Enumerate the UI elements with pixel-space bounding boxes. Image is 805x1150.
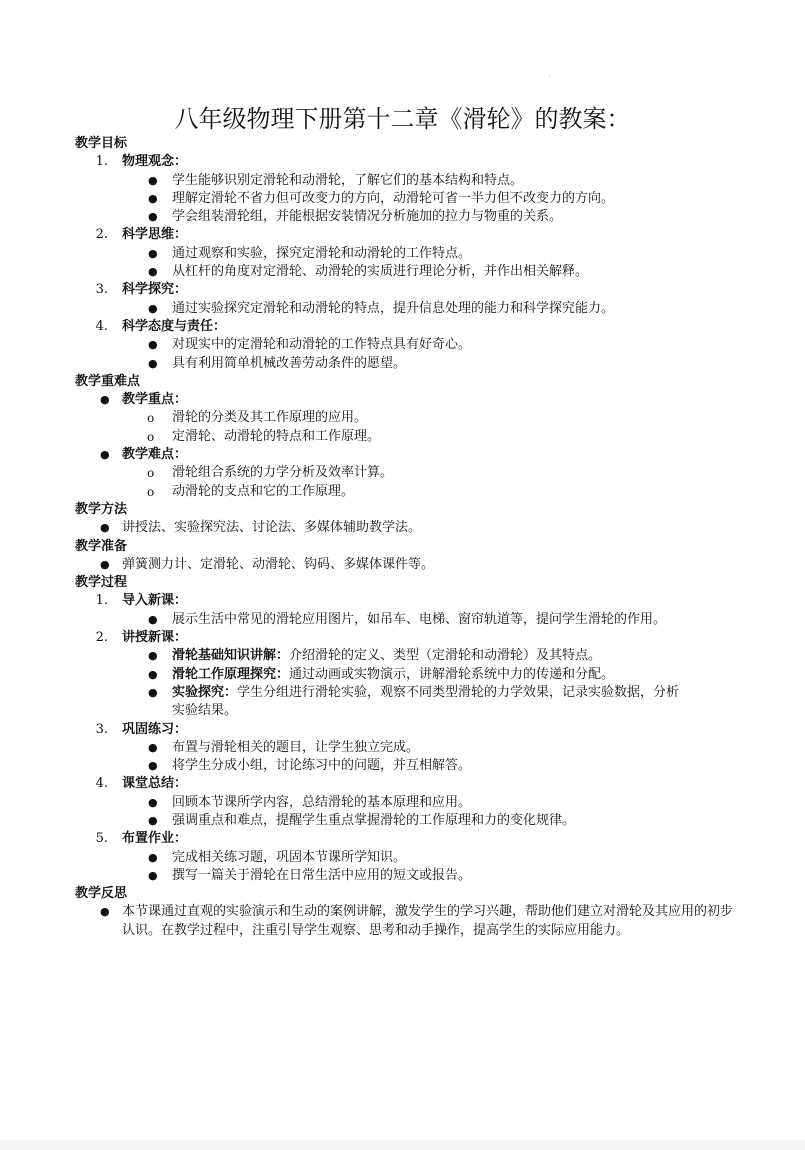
list-item: 布置与滑轮相关的题目，让学生独立完成。 [172,739,420,755]
list-item: 学会组装滑轮组，并能根据安装情况分析施加的拉力与物重的关系。 [172,209,563,225]
item-lead: 滑轮工作原理探究： [172,666,290,682]
bullet-icon: ● [148,191,158,205]
section-heading-goals: 教学目标 [75,136,128,151]
list-number: 1. [95,593,108,609]
list-item: 通过实验探究定滑轮和动滑轮的特点，提升信息处理的能力和科学探究能力。 [172,300,615,316]
goal-label: 科学思维： [122,227,188,243]
circle-bullet-icon: o [147,429,155,444]
bullet-icon: ● [148,356,158,370]
list-item: 学生分组进行滑轮实验，观察不同类型滑轮的力学效果，记录实验数据，分析 [237,684,680,700]
section-heading-key-points: 教学重难点 [75,373,141,389]
bullet-icon: ● [148,868,158,882]
goal-label: 科学探究： [122,282,188,298]
list-number: 3. [95,721,108,737]
list-number: 1. [95,154,108,170]
list-item: 介绍滑轮的定义、类型（定滑轮和动滑轮）及其特点。 [289,648,602,664]
list-item: 通过动画或实物演示，讲解滑轮系统中力的传递和分配。 [289,666,615,682]
step-label: 讲授新课： [122,630,188,646]
list-number: 2. [95,630,108,646]
list-item: 弹簧测力计、定滑轮、动滑轮、钩码、多媒体课件等。 [122,556,435,572]
key-point-label: 教学难点： [122,447,188,463]
speck-mark [549,76,550,77]
bullet-icon: ● [100,905,110,919]
bullet-icon: ● [148,667,158,681]
circle-bullet-icon: o [147,411,155,426]
step-label: 布置作业： [122,831,188,847]
list-item: 滑轮组合系统的力学分析及效率计算。 [172,465,394,481]
list-number: 4. [95,318,108,334]
bullet-icon: ● [100,521,110,535]
bullet-icon: ● [100,393,110,407]
list-number: 5. [95,831,108,847]
goal-label: 科学态度与责任： [122,318,227,334]
reflection-paragraph: 本节课通过直观的实验演示和生动的案例讲解，激发学生的学习兴趣，帮助他们建立对滑轮及其应用的初步认识。在教学过程中，注重引导学生观察、思考和动手操作，提高学生的实际应用能力。 [122,904,734,938]
list-number: 4. [95,776,108,792]
list-number: 3. [95,282,108,298]
section-heading-reflection: 教学反思 [75,886,128,902]
bullet-icon: ● [148,301,158,315]
list-item: 从杠杆的角度对定滑轮、动滑轮的实质进行理论分析，并作出相关解释。 [172,264,589,280]
bullet-icon: ● [148,246,158,260]
section-heading-prep: 教学准备 [75,538,128,554]
step-label: 导入新课： [122,593,188,609]
list-item: 展示生活中常见的滑轮应用图片，如吊车、电梯、窗帘轨道等，提问学生滑轮的作用。 [172,611,667,627]
list-item: 定滑轮、动滑轮的特点和工作原理。 [172,428,381,444]
list-item: 回顾本节课所学内容，总结滑轮的基本原理和应用。 [172,794,472,810]
list-item: 完成相关练习题，巩固本节课所学知识。 [172,849,407,865]
circle-bullet-icon: o [147,484,155,499]
bullet-icon: ● [148,612,158,626]
list-item: 将学生分成小组，讨论练习中的问题，并互相解答。 [172,758,472,774]
key-point-label: 教学重点： [122,392,188,408]
list-item: 强调重点和难点，提醒学生重点掌握滑轮的工作原理和力的变化规律。 [172,812,576,828]
bullet-icon: ● [100,557,110,571]
list-item: 动滑轮的支点和它的工作原理。 [172,483,355,499]
bullet-icon: ● [148,795,158,809]
bullet-icon: ● [148,338,158,352]
document-body [0,135,805,940]
document-title: 八年级物理下册第十二章《滑轮》的教案： [174,105,631,133]
bullet-icon: ● [148,740,158,754]
bullet-icon: ● [148,759,158,773]
list-item-continuation: 实验结果。 [172,703,238,719]
bullet-icon: ● [148,649,158,663]
section-heading-process: 教学过程 [75,575,128,591]
bullet-icon: ● [148,265,158,279]
list-item: 撰写一篇关于滑轮在日常生活中应用的短文或报告。 [172,867,472,883]
bullet-icon: ● [148,850,158,864]
list-item: 理解定滑轮不省力但可改变力的方向，动滑轮可省一半力但不改变力的方向。 [172,190,615,206]
list-item: 滑轮的分类及其工作原理的应用。 [172,410,368,426]
list-item: 具有利用简单机械改善劳动条件的愿望。 [172,355,407,371]
list-item: 讲授法、实验探究法、讨论法、多媒体辅助教学法。 [122,520,422,536]
circle-bullet-icon: o [147,466,155,481]
bullet-icon: ● [148,685,158,699]
bullet-icon: ● [100,448,110,462]
bullet-icon: ● [148,173,158,187]
list-item: 通过观察和实验，探究定滑轮和动滑轮的工作特点。 [172,245,472,261]
item-lead: 滑轮基础知识讲解： [172,648,290,664]
item-lead: 实验探究： [172,684,238,700]
bullet-icon: ● [148,210,158,224]
list-item: 对现实中的定滑轮和动滑轮的工作特点具有好奇心。 [172,337,472,353]
list-number: 2. [95,227,108,243]
bullet-icon: ● [148,813,158,827]
section-heading-methods: 教学方法 [75,501,128,517]
goal-label: 物理观念： [122,154,188,170]
step-label: 巩固练习： [122,721,188,737]
list-item: 学生能够识别定滑轮和动滑轮，了解它们的基本结构和特点。 [172,172,524,188]
step-label: 课堂总结： [122,776,188,792]
